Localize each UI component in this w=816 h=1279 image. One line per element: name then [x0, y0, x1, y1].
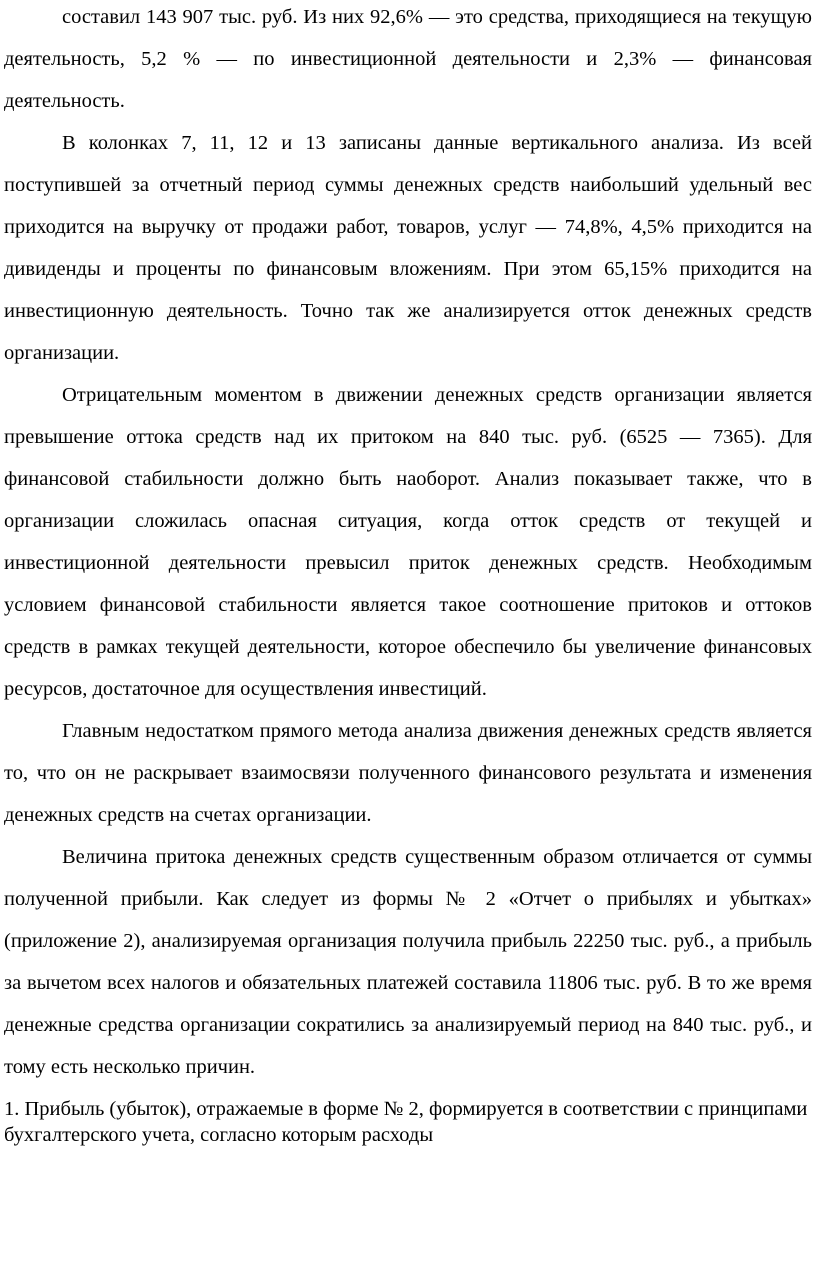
paragraph-inflow-vs-profit: Величина притока денежных средств существенным образом отличается от суммы полученной прибыли. Как следует из формы № 2 «Отчет о прибылях и убытках» (приложение 2), анализируемая организация получила прибыль 22250 тыс. руб., а прибыль за вычетом всех налогов и обязательных платежей составила 11806 тыс. руб. В то же время денежные средства организации сократились за анализируемый период на 840 тыс. руб., и тому есть несколько причин. — [4, 846, 812, 1078]
paragraph-continuation: составил 143 907 тыс. руб. Из них 92,6% — это средства, приходящиеся на текущую деятельность, 5,2 % — по инвестиционной деятельности и 2,3% — финансовая деятельность. — [4, 6, 812, 112]
paragraph-negative-moment: Отрицательным моментом в движении денежных средств организации является превышение оттока средств над их притоком на 840 тыс. руб. (6525 — 7365). Для финансовой стабильности должно быть наоборот. Анализ показывает также, что в организации сложилась опасная ситуация, когда отток средств от текущей и инвестиционной деятельности превысил приток денежных средств. Необходимым условием финансовой стабильности является такое соотношение притоков и оттоков средств в рамках текущей деятельности, которое обеспечило бы увеличение финансовых ресурсов, достаточное для осуществления инвестиций. — [4, 384, 812, 700]
paragraph-vertical-analysis: В колонках 7, 11, 12 и 13 записаны данные вертикального анализа. Из всей поступившей за отчетный период суммы денежных средств наибольший удельный вес приходится на выручку от продажи работ, товаров, услуг — 74,8%, 4,5% приходится на дивиденды и проценты по финансовым вложениям. При этом 65,15% приходится на инвестиционную деятельность. Точно так же анализируется отток денежных средств организации. — [4, 132, 812, 364]
list-item-1: 1. Прибыль (убыток), отражаемые в форме № 2, формируется в соответствии с принципами бухгалтерского учета, согласно которым расходы — [4, 1098, 808, 1146]
paragraph-direct-method: Главным недостатком прямого метода анализа движения денежных средств является то, что он не раскрывает взаимосвязи полученного финансового результата и изменения денежных средств на счетах организации. — [4, 720, 812, 826]
